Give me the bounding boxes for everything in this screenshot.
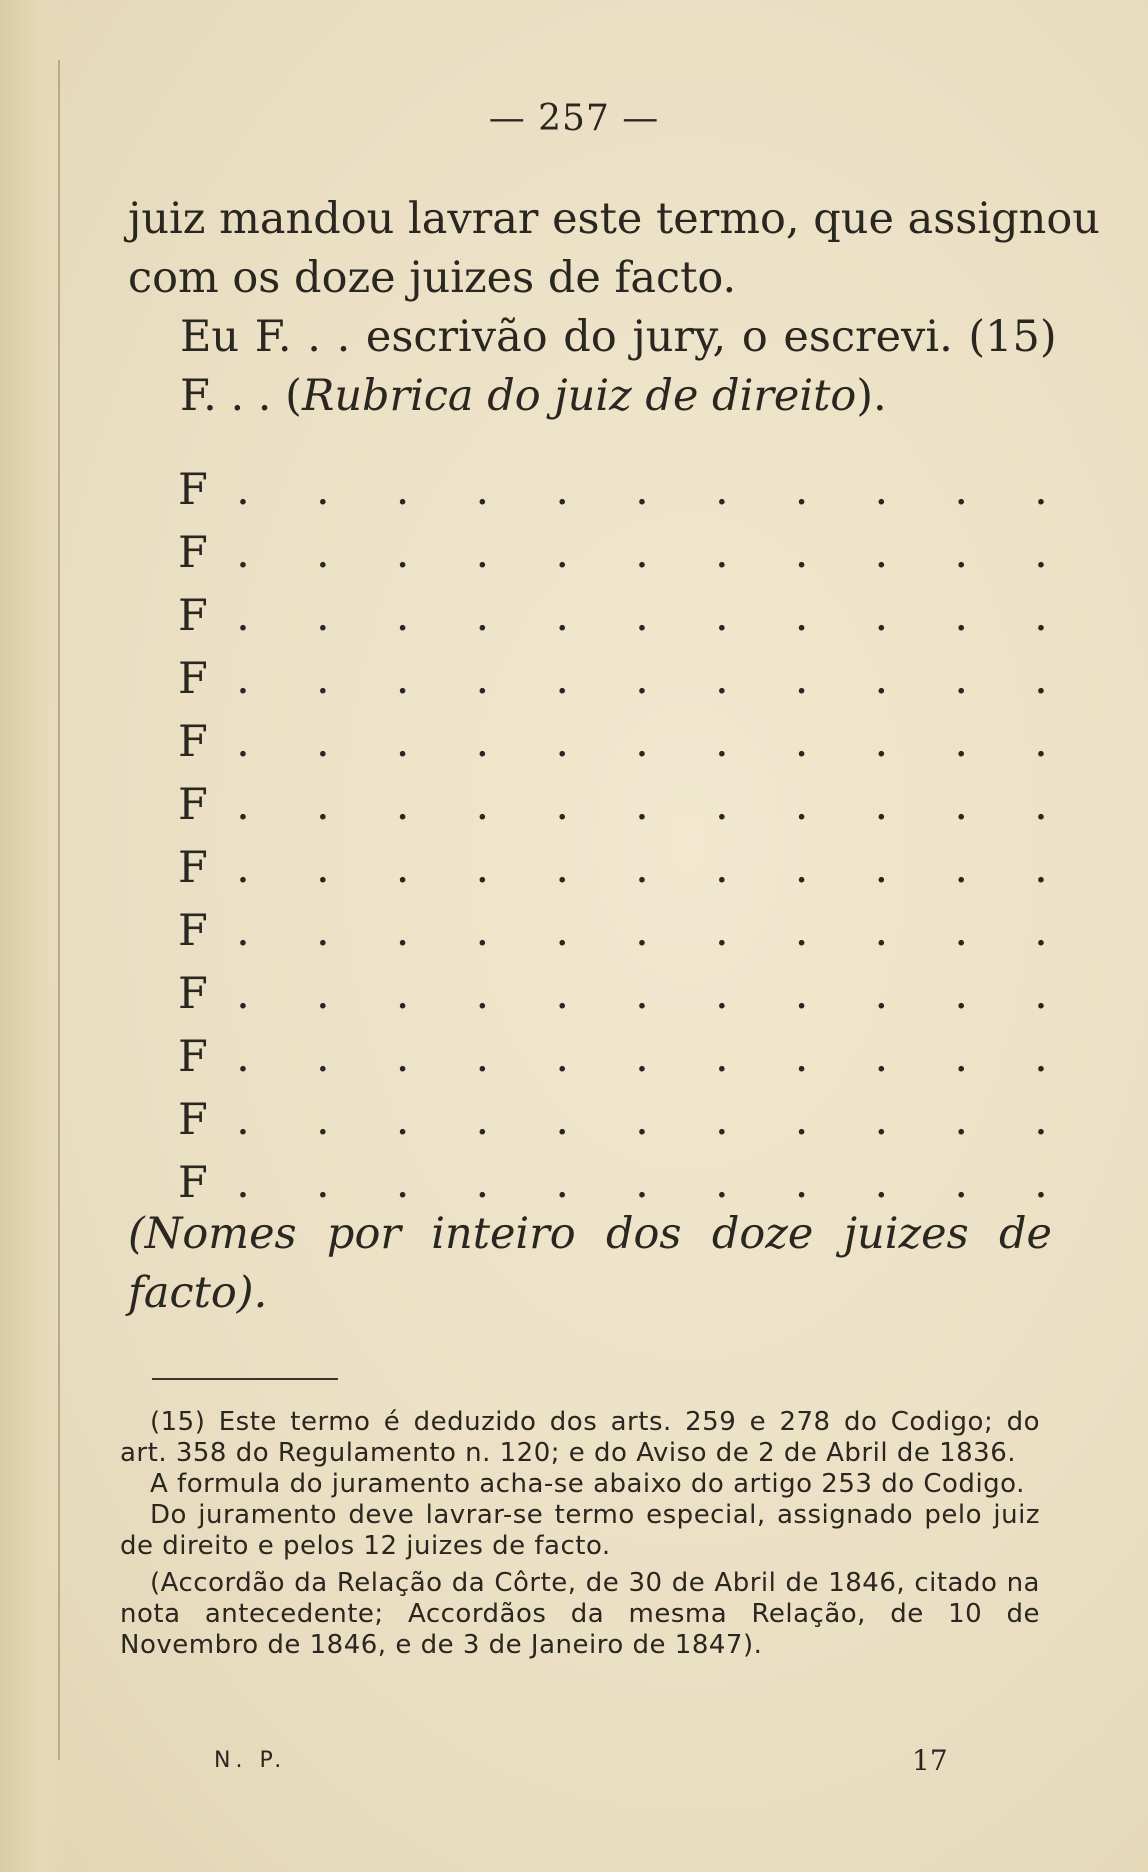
signature-dot: .	[1034, 906, 1048, 956]
signature-dot: .	[475, 1032, 490, 1082]
signature-dot: .	[395, 1158, 410, 1208]
signature-dot: .	[635, 465, 649, 515]
signature-dot: .	[395, 654, 410, 704]
signature-dot: .	[874, 1032, 889, 1082]
signature-dot: .	[555, 717, 570, 767]
signature-dot: .	[954, 780, 968, 830]
signature-dot: .	[874, 465, 889, 515]
signature-row	[178, 969, 1048, 1021]
signature-dot: .	[635, 969, 649, 1019]
signature-dot: .	[714, 654, 729, 704]
signature-dot: .	[1034, 654, 1048, 704]
footnote-accordao: (Accordão da Relação da Côrte, de 30 de Abril de 1846, citado na nota antecedente; Accordãos da mesma Relação, de 10 de Novembro de 1846, e de 3 de Janeiro de 1847).	[120, 1568, 1040, 1660]
signature-row	[178, 843, 1048, 895]
signature-dot: .	[635, 1158, 649, 1208]
signature-dot: .	[635, 843, 649, 893]
rubrica-text: Rubrica do juiz de direito	[301, 371, 857, 421]
signature-dot: .	[315, 969, 330, 1019]
signature-dot: .	[1034, 465, 1048, 515]
signature-letter: F	[178, 1158, 208, 1208]
signature-dot: .	[395, 843, 410, 893]
signature-dot: .	[874, 969, 889, 1019]
signature-dot: .	[315, 780, 330, 830]
signature-dot: .	[874, 780, 889, 830]
signature-dot: .	[236, 843, 250, 893]
signature-dot: .	[874, 717, 889, 767]
signature-dot: .	[1034, 969, 1048, 1019]
signature-dot: .	[475, 591, 490, 641]
signature-dot: .	[714, 1032, 729, 1082]
closing-line-1: (Nomes por inteiro dos doze juizes de	[128, 1209, 1052, 1259]
signature-row	[178, 780, 1048, 832]
signature-row	[178, 1032, 1048, 1084]
signature-dot: .	[954, 465, 968, 515]
signature-dot: .	[714, 717, 729, 767]
signature-dot: .	[874, 1158, 889, 1208]
signature-dot: .	[395, 717, 410, 767]
signature-dots	[236, 969, 1048, 1019]
signature-row	[178, 465, 1048, 517]
signature-dot: .	[475, 969, 490, 1019]
signature-dot: .	[315, 843, 330, 893]
signature-letter: F	[178, 465, 208, 515]
signature-dot: .	[315, 1158, 330, 1208]
signature-dot: .	[874, 528, 889, 578]
footnote-15: (15) Este termo é deduzido dos arts. 259 e 278 do Codigo; do art. 358 do Regulamento n. 120; e do Aviso de 2 de Abril de 1836.	[120, 1407, 1040, 1468]
signature-dot: .	[874, 591, 889, 641]
signature-dot: .	[635, 906, 649, 956]
signature-dot: .	[475, 1095, 490, 1145]
signature-dot: .	[475, 465, 490, 515]
signature-dot: .	[714, 780, 729, 830]
signature-dot: .	[714, 843, 729, 893]
signature-dot: .	[555, 1158, 570, 1208]
signature-dot: .	[794, 717, 809, 767]
signature-dot: .	[794, 1095, 809, 1145]
signature-dot: .	[555, 465, 570, 515]
signature-dot: .	[714, 465, 729, 515]
signature-dot: .	[794, 1032, 809, 1082]
signature-dot: .	[635, 528, 649, 578]
signature-row	[178, 717, 1048, 769]
signature-dots	[236, 591, 1048, 641]
body-line-3: Eu F. . . escrivão do jury, o escrevi. (15)	[180, 312, 1057, 362]
signature-dot: .	[794, 528, 809, 578]
signature-dot: .	[315, 654, 330, 704]
signature-dot: .	[714, 1158, 729, 1208]
signature-dot: .	[954, 717, 968, 767]
signature-dot: .	[555, 843, 570, 893]
signature-dot: .	[794, 654, 809, 704]
signature-dot: .	[714, 906, 729, 956]
signature-dot: .	[1034, 1032, 1048, 1082]
signature-dot: .	[555, 906, 570, 956]
signature-dot: .	[395, 1032, 410, 1082]
signature-dot: .	[1034, 717, 1048, 767]
signature-dot: .	[635, 1032, 649, 1082]
signature-dot: .	[236, 654, 250, 704]
rubrica-suffix: ).	[856, 371, 887, 421]
signature-dot: .	[954, 969, 968, 1019]
signature-dot: .	[794, 780, 809, 830]
signature-dot: .	[236, 528, 250, 578]
page-number: — 257 —	[488, 98, 660, 139]
signature-dot: .	[555, 1032, 570, 1082]
signature-row	[178, 1158, 1048, 1210]
signature-dot: .	[954, 906, 968, 956]
signature-dot: .	[236, 1032, 250, 1082]
signature-dot: .	[794, 591, 809, 641]
signature-dot: .	[315, 528, 330, 578]
footnote-formula: A formula do juramento acha-se abaixo do artigo 253 do Codigo.	[150, 1469, 1025, 1499]
signature-dot: .	[874, 906, 889, 956]
signature-dot: .	[635, 717, 649, 767]
signature-dots	[236, 1095, 1048, 1145]
body-line-1: juiz mandou lavrar este termo, que assignou	[128, 194, 1100, 244]
signature-dot: .	[395, 465, 410, 515]
signature-dot: .	[555, 969, 570, 1019]
signature-dot: .	[555, 591, 570, 641]
signature-dot: .	[555, 528, 570, 578]
signature-dot: .	[315, 1032, 330, 1082]
closing-line-2: facto).	[128, 1268, 268, 1318]
signature-letter: F	[178, 528, 208, 578]
signature-row	[178, 906, 1048, 958]
signature-dot: .	[874, 843, 889, 893]
signature-dot: .	[794, 843, 809, 893]
signature-dot: .	[1034, 780, 1048, 830]
signature-dot: .	[794, 969, 809, 1019]
signature-dots	[236, 1158, 1048, 1208]
signature-letter: F	[178, 843, 208, 893]
signature-dot: .	[395, 528, 410, 578]
signature-letter: F	[178, 1032, 208, 1082]
signature-letter: F	[178, 906, 208, 956]
signature-dot: .	[954, 843, 968, 893]
signature-dot: .	[954, 654, 968, 704]
signature-dot: .	[714, 1095, 729, 1145]
signature-dot: .	[236, 1158, 250, 1208]
signature-row	[178, 654, 1048, 706]
signature-dot: .	[1034, 1095, 1048, 1145]
body-line-4	[128, 367, 1052, 426]
gutter-line	[58, 60, 60, 1760]
signature-row	[178, 528, 1048, 580]
signature-dot: .	[635, 654, 649, 704]
footnote-rule	[152, 1378, 338, 1380]
footnote-juramento: Do juramento deve lavrar-se termo especial, assignado pelo juiz de direito e pelos 12 juizes de facto.	[120, 1500, 1040, 1561]
sheet-number: 17	[912, 1744, 948, 1777]
body-text	[128, 190, 1100, 426]
signature-dot: .	[874, 1095, 889, 1145]
signature-dot: .	[475, 528, 490, 578]
signature-dot: .	[794, 1158, 809, 1208]
signature-dot: .	[236, 717, 250, 767]
signature-dot: .	[954, 591, 968, 641]
body-line-2: com os doze juizes de facto.	[128, 253, 737, 303]
signature-dot: .	[954, 1032, 968, 1082]
signature-dot: .	[395, 906, 410, 956]
signature-dot: .	[874, 654, 889, 704]
signature-dot: .	[1034, 1158, 1048, 1208]
signature-dot: .	[236, 591, 250, 641]
book-gutter	[0, 0, 62, 1872]
signature-dot: .	[1034, 528, 1048, 578]
signature-dot: .	[315, 465, 330, 515]
signature-dot: .	[954, 528, 968, 578]
signature-dot: .	[475, 843, 490, 893]
signature-letter: F	[178, 591, 208, 641]
signature-dot: .	[954, 1095, 968, 1145]
signature-dot: .	[395, 1095, 410, 1145]
signature-dot: .	[236, 906, 250, 956]
signature-dot: .	[475, 654, 490, 704]
signature-dot: .	[555, 1095, 570, 1145]
closing-text	[128, 1205, 1052, 1323]
signature-dot: .	[475, 780, 490, 830]
signature-dot: .	[236, 465, 250, 515]
signature-dot: .	[1034, 843, 1048, 893]
signature-dots	[236, 906, 1048, 956]
signature-dot: .	[315, 906, 330, 956]
signature-dot: .	[475, 1158, 490, 1208]
signature-dot: .	[395, 969, 410, 1019]
signature-dot: .	[635, 1095, 649, 1145]
signature-dot: .	[714, 591, 729, 641]
signature-dot: .	[1034, 591, 1048, 641]
signature-letter: F	[178, 969, 208, 1019]
signature-dots	[236, 843, 1048, 893]
footnote-block	[120, 1407, 1040, 1661]
signature-dot: .	[236, 969, 250, 1019]
rubrica-prefix: F. . . (	[180, 371, 302, 421]
signature-dot: .	[555, 780, 570, 830]
signature-dots	[236, 654, 1048, 704]
signature-dots	[236, 717, 1048, 767]
signature-dot: .	[555, 654, 570, 704]
signature-row	[178, 1095, 1048, 1147]
signature-dots	[236, 1032, 1048, 1082]
signature-dots	[236, 528, 1048, 578]
signature-dot: .	[315, 591, 330, 641]
printer-signature-mark: N. P.	[214, 1748, 287, 1773]
signature-dot: .	[315, 1095, 330, 1145]
signature-dot: .	[794, 465, 809, 515]
signature-dots	[236, 465, 1048, 515]
signature-dot: .	[475, 717, 490, 767]
signature-dot: .	[236, 780, 250, 830]
signature-dot: .	[315, 717, 330, 767]
signature-letter: F	[178, 654, 208, 704]
signature-dot: .	[475, 906, 490, 956]
signature-dot: .	[794, 906, 809, 956]
signature-dot: .	[236, 1095, 250, 1145]
signature-dot: .	[635, 591, 649, 641]
signature-letter: F	[178, 780, 208, 830]
signature-dot: .	[395, 780, 410, 830]
signature-letter: F	[178, 717, 208, 767]
signature-dot: .	[395, 591, 410, 641]
signature-row	[178, 591, 1048, 643]
signature-dot: .	[954, 1158, 968, 1208]
signature-letter: F	[178, 1095, 208, 1145]
signature-dot: .	[635, 780, 649, 830]
signature-dot: .	[714, 969, 729, 1019]
signature-dots	[236, 780, 1048, 830]
signature-dot: .	[714, 528, 729, 578]
